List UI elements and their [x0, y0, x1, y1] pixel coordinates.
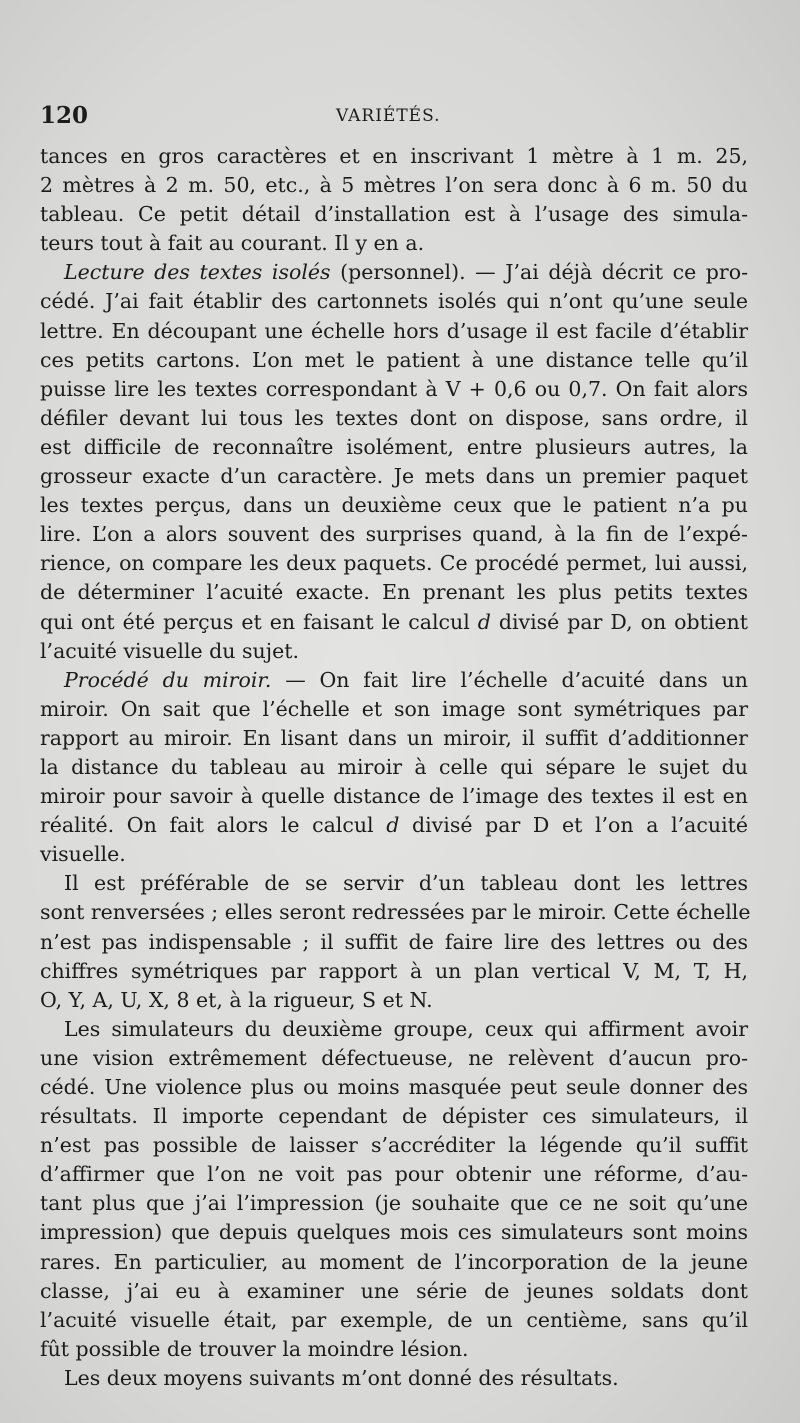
text-line: teurs tout à fait au courant. Il y en a.: [40, 231, 425, 256]
text-line: sont renversées ; elles seront redressées par le miroir. Cette échelle: [40, 900, 751, 925]
text-line: cédé. Une violence plus ou moins masquée peut seule donner des: [40, 1075, 748, 1099]
text-line: tant plus que j’ai l’impression (je souhaite que ce ne soit qu’une: [40, 1191, 748, 1216]
text-line: la distance du tableau au miroir à celle qui sépare le sujet du: [40, 754, 748, 779]
text-line: défiler devant lui tous les textes dont on dispose, sans ordre, il: [40, 405, 748, 430]
text-line: Lecture des textes isolés (personnel). — J’ai déjà décrit ce pro-: [64, 260, 748, 285]
text-line: Les simulateurs du deuxième groupe, ceux qui affirment avoir: [64, 1016, 748, 1041]
text-line: cédé. J’ai fait établir des cartonnets isolés qui n’ont qu’une seule: [40, 289, 748, 314]
text-line: rapport au miroir. En lisant dans un miroir, il suffit d’additionner: [40, 725, 748, 750]
text-line: résultats. Il importe cependant de dépister ces simulateurs, il: [40, 1104, 748, 1129]
text-line: rience, on compare les deux paquets. Ce procédé permet, lui aussi,: [40, 551, 748, 576]
text-line: qui ont été perçus et en faisant le calcul d divisé par D, on obtient: [40, 609, 748, 634]
text-line: fût possible de trouver la moindre lésion.: [40, 1336, 469, 1361]
page-header: [40, 102, 760, 132]
text-line: n’est pas indispensable ; il suffit de faire lire des lettres ou des: [40, 929, 748, 954]
formula-variable: d: [477, 609, 491, 634]
text-line: est difficile de reconnaître isolément, entre plusieurs autres, la: [40, 434, 748, 459]
page-number: 120: [40, 102, 89, 129]
text-line: lettre. En découpant une échelle hors d’usage il est facile d’établir: [40, 318, 748, 343]
text-line: de déterminer l’acuité exacte. En prenant les plus petits textes: [40, 580, 748, 605]
formula-variable: d: [386, 813, 400, 838]
text-line: tances en gros caractères et en inscrivant 1 mètre à 1 m. 25,: [40, 144, 748, 168]
text-line: l’acuité visuelle du sujet.: [40, 638, 299, 663]
text-line: tableau. Ce petit détail d’installation est à l’usage des simula-: [40, 202, 748, 227]
text-line: l’acuité visuelle était, par exemple, de un centième, sans qu’il: [40, 1307, 748, 1332]
run-in-heading: Lecture des textes isolés: [64, 260, 331, 285]
text-line: les textes perçus, dans un deuxième ceux que le patient n’a pu: [40, 493, 748, 518]
text-line: grosseur exacte d’un caractère. Je mets dans un premier paquet: [40, 464, 748, 489]
text-line: Les deux moyens suivants m’ont donné des résultats.: [64, 1365, 619, 1390]
text-line: impression) que depuis quelques mois ces simulateurs sont moins: [40, 1220, 748, 1245]
text-line: lire. L’on a alors souvent des surprises quand, à la fin de l’expé-: [40, 522, 748, 547]
text-line: rares. En particulier, au moment de l’incorporation de la jeune: [40, 1249, 748, 1274]
text-line: n’est pas possible de laisser s’accréditer la légende qu’il suffit: [40, 1133, 748, 1158]
text-line: visuelle.: [40, 842, 126, 867]
body-text: [40, 142, 751, 1393]
text-line: 2 mètres à 2 m. 50, etc., à 5 mètres l’on sera donc à 6 m. 50 du: [40, 173, 748, 198]
running-head: VARIÉTÉS.: [336, 106, 441, 126]
text-line: d’affirmer que l’on ne voit pas pour obtenir une réforme, d’au-: [40, 1162, 748, 1187]
text-line: ces petits cartons. L’on met le patient à une distance telle qu’il: [40, 347, 748, 372]
text-line: chiffres symétriques par rapport à un plan vertical V, M, T, H,: [40, 958, 748, 983]
text-line: miroir. On sait que l’échelle et son image sont symétriques par: [40, 696, 748, 721]
text-line: miroir pour savoir à quelle distance de l’image des textes il est en: [40, 784, 748, 809]
text-line: une vision extrêmement défectueuse, ne relèvent d’aucun pro-: [40, 1045, 748, 1070]
run-in-heading: Procédé du miroir.: [64, 667, 272, 692]
text-line: O, Y, A, U, X, 8 et, à la rigueur, S et N.: [40, 987, 433, 1012]
text-line: réalité. On fait alors le calcul d divisé par D et l’on a l’acuité: [40, 813, 748, 838]
text-line: Procédé du miroir. — On fait lire l’échelle d’acuité dans un: [64, 667, 748, 692]
text-line: puisse lire les textes correspondant à V + 0,6 ou 0,7. On fait alors: [40, 376, 748, 401]
text-line: classe, j’ai eu à examiner une série de jeunes soldats dont: [40, 1278, 748, 1303]
text-line: Il est préférable de se servir d’un tableau dont les lettres: [64, 871, 748, 896]
